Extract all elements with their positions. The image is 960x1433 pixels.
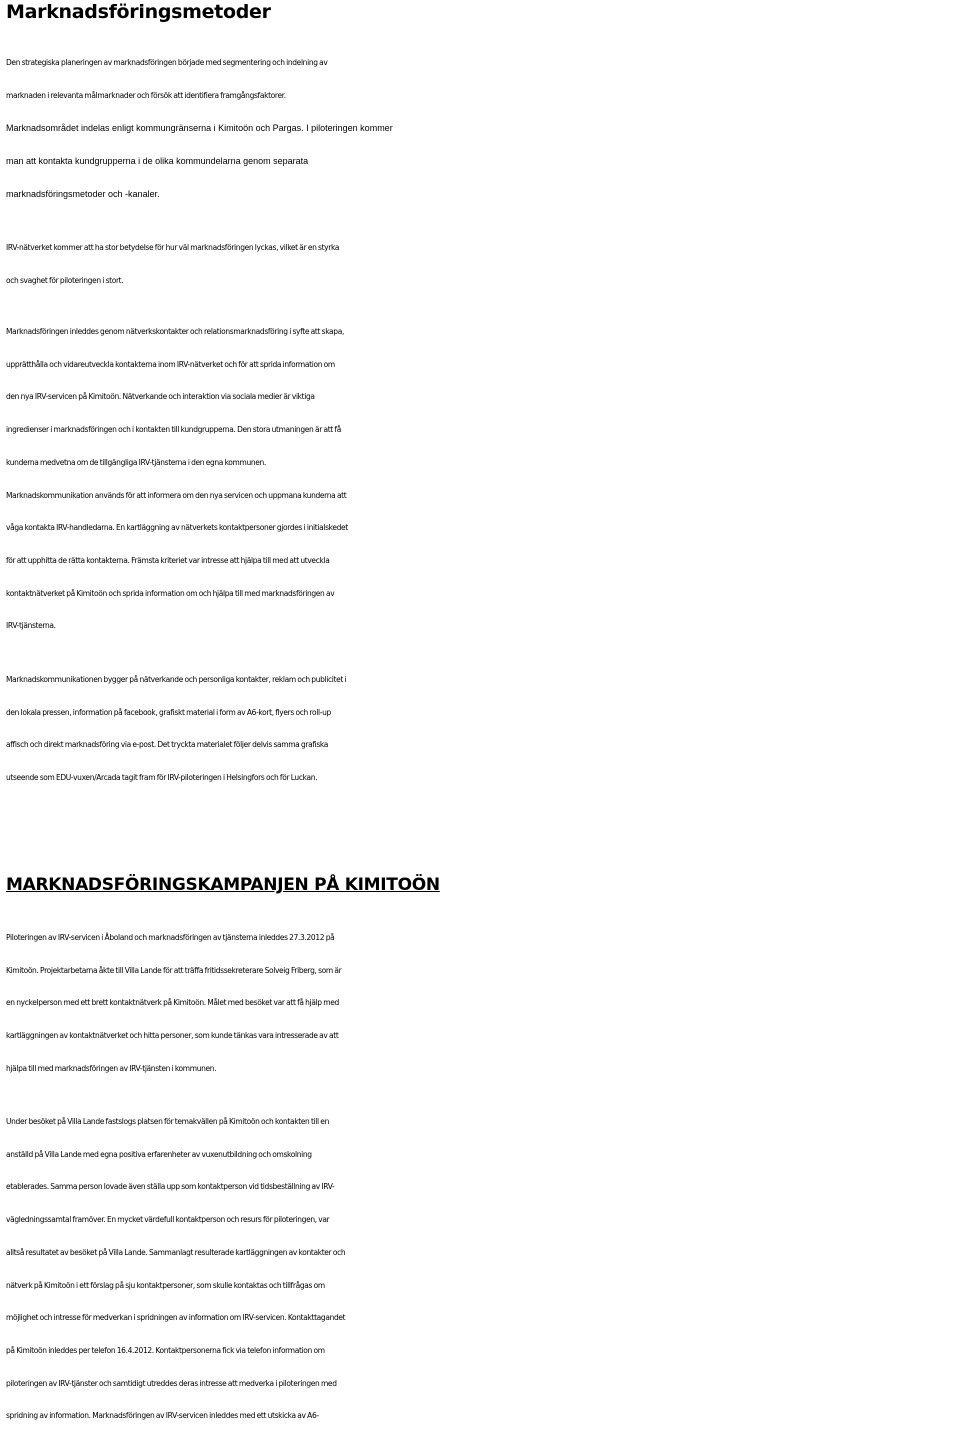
paragraph-line: kontaktnätverket på Kimitoön och sprida information om och hjälpa till med marknadsföringen av [6,588,335,598]
paragraph-line: vägledningssamtal framöver. En mycket värdefull kontaktperson och resurs för piloteringen, var [6,1215,330,1225]
document-title: Marknadsföringsmetoder [6,1,271,23]
paragraph-line: möjlighet och intresse för medverkan i spridningen av information om IRV-servicen. Kontakttagandet [6,1313,346,1323]
paragraph-line: Piloteringen av IRV-servicen i Åboland och marknadsföringen av tjänsterna inleddes 27.3.2012 på [6,933,335,942]
paragraph-line: man att kontakta kundgrupperna i de olika kommundelarna genom separata [6,156,309,167]
paragraph-line: affisch och direkt marknadsföring via e-post. Det tryckta materialet följer delvis samma grafiska [6,740,329,750]
paragraph-segmentering [6,47,954,211]
paragraph-line: piloteringen av IRV-tjänster och samtidigt utreddes deras intresse att medverka i piloteringen med [6,1378,337,1388]
paragraph-line: upprätthålla och vidareutveckla kontakterna inom IRV-nätverket och för att sprida information om [6,359,335,369]
paragraph-line: Marknadsföringen inleddes genom nätverkskontakter och relationsmarknadsföring i syfte att skapa, [6,327,344,336]
paragraph-line: kunderna medvetna om de tillgängliga IRV-tjänsterna i den egna kommunen. [6,457,266,467]
paragraph-line: Marknadsområdet indelas enligt kommungränserna i Kimitoön och Pargas. I piloteringen kommer [6,123,393,134]
paragraph-line: hjälpa till med marknadsföringen av IRV-tjänsten i kommunen. [6,1063,217,1073]
section-heading: MARKNADSFÖRINGSKAMPANJEN PÅ KIMITOÖN [6,875,440,895]
paragraph-line: på Kimitoön inleddes per telefon 16.4.2012. Kontaktpersonerna fick via telefon information om [6,1345,325,1355]
paragraph-villa-lande [6,1106,954,1433]
paragraph-line: marknadsföringsmetoder och -kanaler. [6,188,160,199]
paragraph-line: nätverk på Kimitoön i ett förslag på sju kontaktpersoner, som skulle kontaktas och tillfrågas om [6,1280,325,1290]
paragraph-line: och svaghet för piloteringen i stort. [6,275,124,285]
paragraph-line: Marknadskommunikation används för att informera om den nya servicen och uppmana kunderna att [6,490,347,500]
paragraph-line: marknaden i relevanta målmarknader och försök att identifiera framgångsfaktorer. [6,90,286,100]
paragraph-line: etablerades. Samma person lovade även ställa upp som kontaktperson vid tidsbeställning av IRV- [6,1182,335,1192]
paragraph-line: Under besöket på Villa Lande fastslogs platsen för temakvällen på Kimitoön och kontakten till en [6,1117,329,1126]
paragraph-line: kartläggningen av kontaktnätverket och hitta personer, som kunde tänkas vara intresserade av att [6,1031,339,1041]
paragraph-line: den lokala pressen, information på facebook, grafiskt material i form av A6-kort, flyers och roll-up [6,707,331,717]
paragraph-line: en nyckelperson med ett brett kontaktnätverk på Kimitoön. Målet med besöket var att få hjälp med [6,998,339,1008]
paragraph-line: spridning av information. Marknadsföringen av IRV-servicen inleddes med ett utskicka av A6- [6,1411,319,1421]
paragraph-line: IRV-nätverket kommer att ha stor betydelse för hur väl marknadsföringen lyckas, vilket är en styrka [6,243,340,252]
paragraph-line: våga kontakta IRV-handledarna. En kartläggning av nätverkets kontaktpersoner gjordes i initialskedet [6,523,348,533]
paragraph-line: den nya IRV-servicen på Kimitoön. Nätverkande och interaktion via sociala medier är viktiga [6,392,315,402]
paragraph-marknadskommunikationen [6,664,954,795]
paragraph-irv-natverket [6,232,954,297]
paragraph-line: Kimitoön. Projektarbetarna åkte till Villa Lande för att träffa fritidssekreterare Solveig Friberg, som är [6,965,342,975]
paragraph-line: Den strategiska planeringen av marknadsföringen började med segmentering och indelning av [6,58,328,67]
paragraph-line: för att upphitta de rätta kontakterna. Främsta kriteriet var intresse att hjälpa till med att utveckla [6,555,330,565]
paragraph-line: alltså resultatet av besöket på Villa Lande. Sammanlagt resulterade kartläggningen av kontakter och [6,1247,346,1257]
paragraph-marknadsforingen-inleddes [6,316,954,643]
paragraph-piloteringen [6,922,954,1086]
paragraph-line: anställd på Villa Lande med egna positiva erfarenheter av vuxenutbildning och omskolning [6,1149,312,1159]
paragraph-line: Marknadskommunikationen bygger på nätverkande och personliga kontakter, reklam och publicitet i [6,675,347,684]
paragraph-line: ingredienser i marknadsföringen och i kontakten till kundgrupperna. Den stora utmaningen är att få [6,425,341,435]
paragraph-line: utseende som EDU-vuxen/Arcada tagit fram för IRV-piloteringen i Helsingfors och för Luckan. [6,773,318,783]
paragraph-line: IRV-tjänsterna. [6,621,56,631]
